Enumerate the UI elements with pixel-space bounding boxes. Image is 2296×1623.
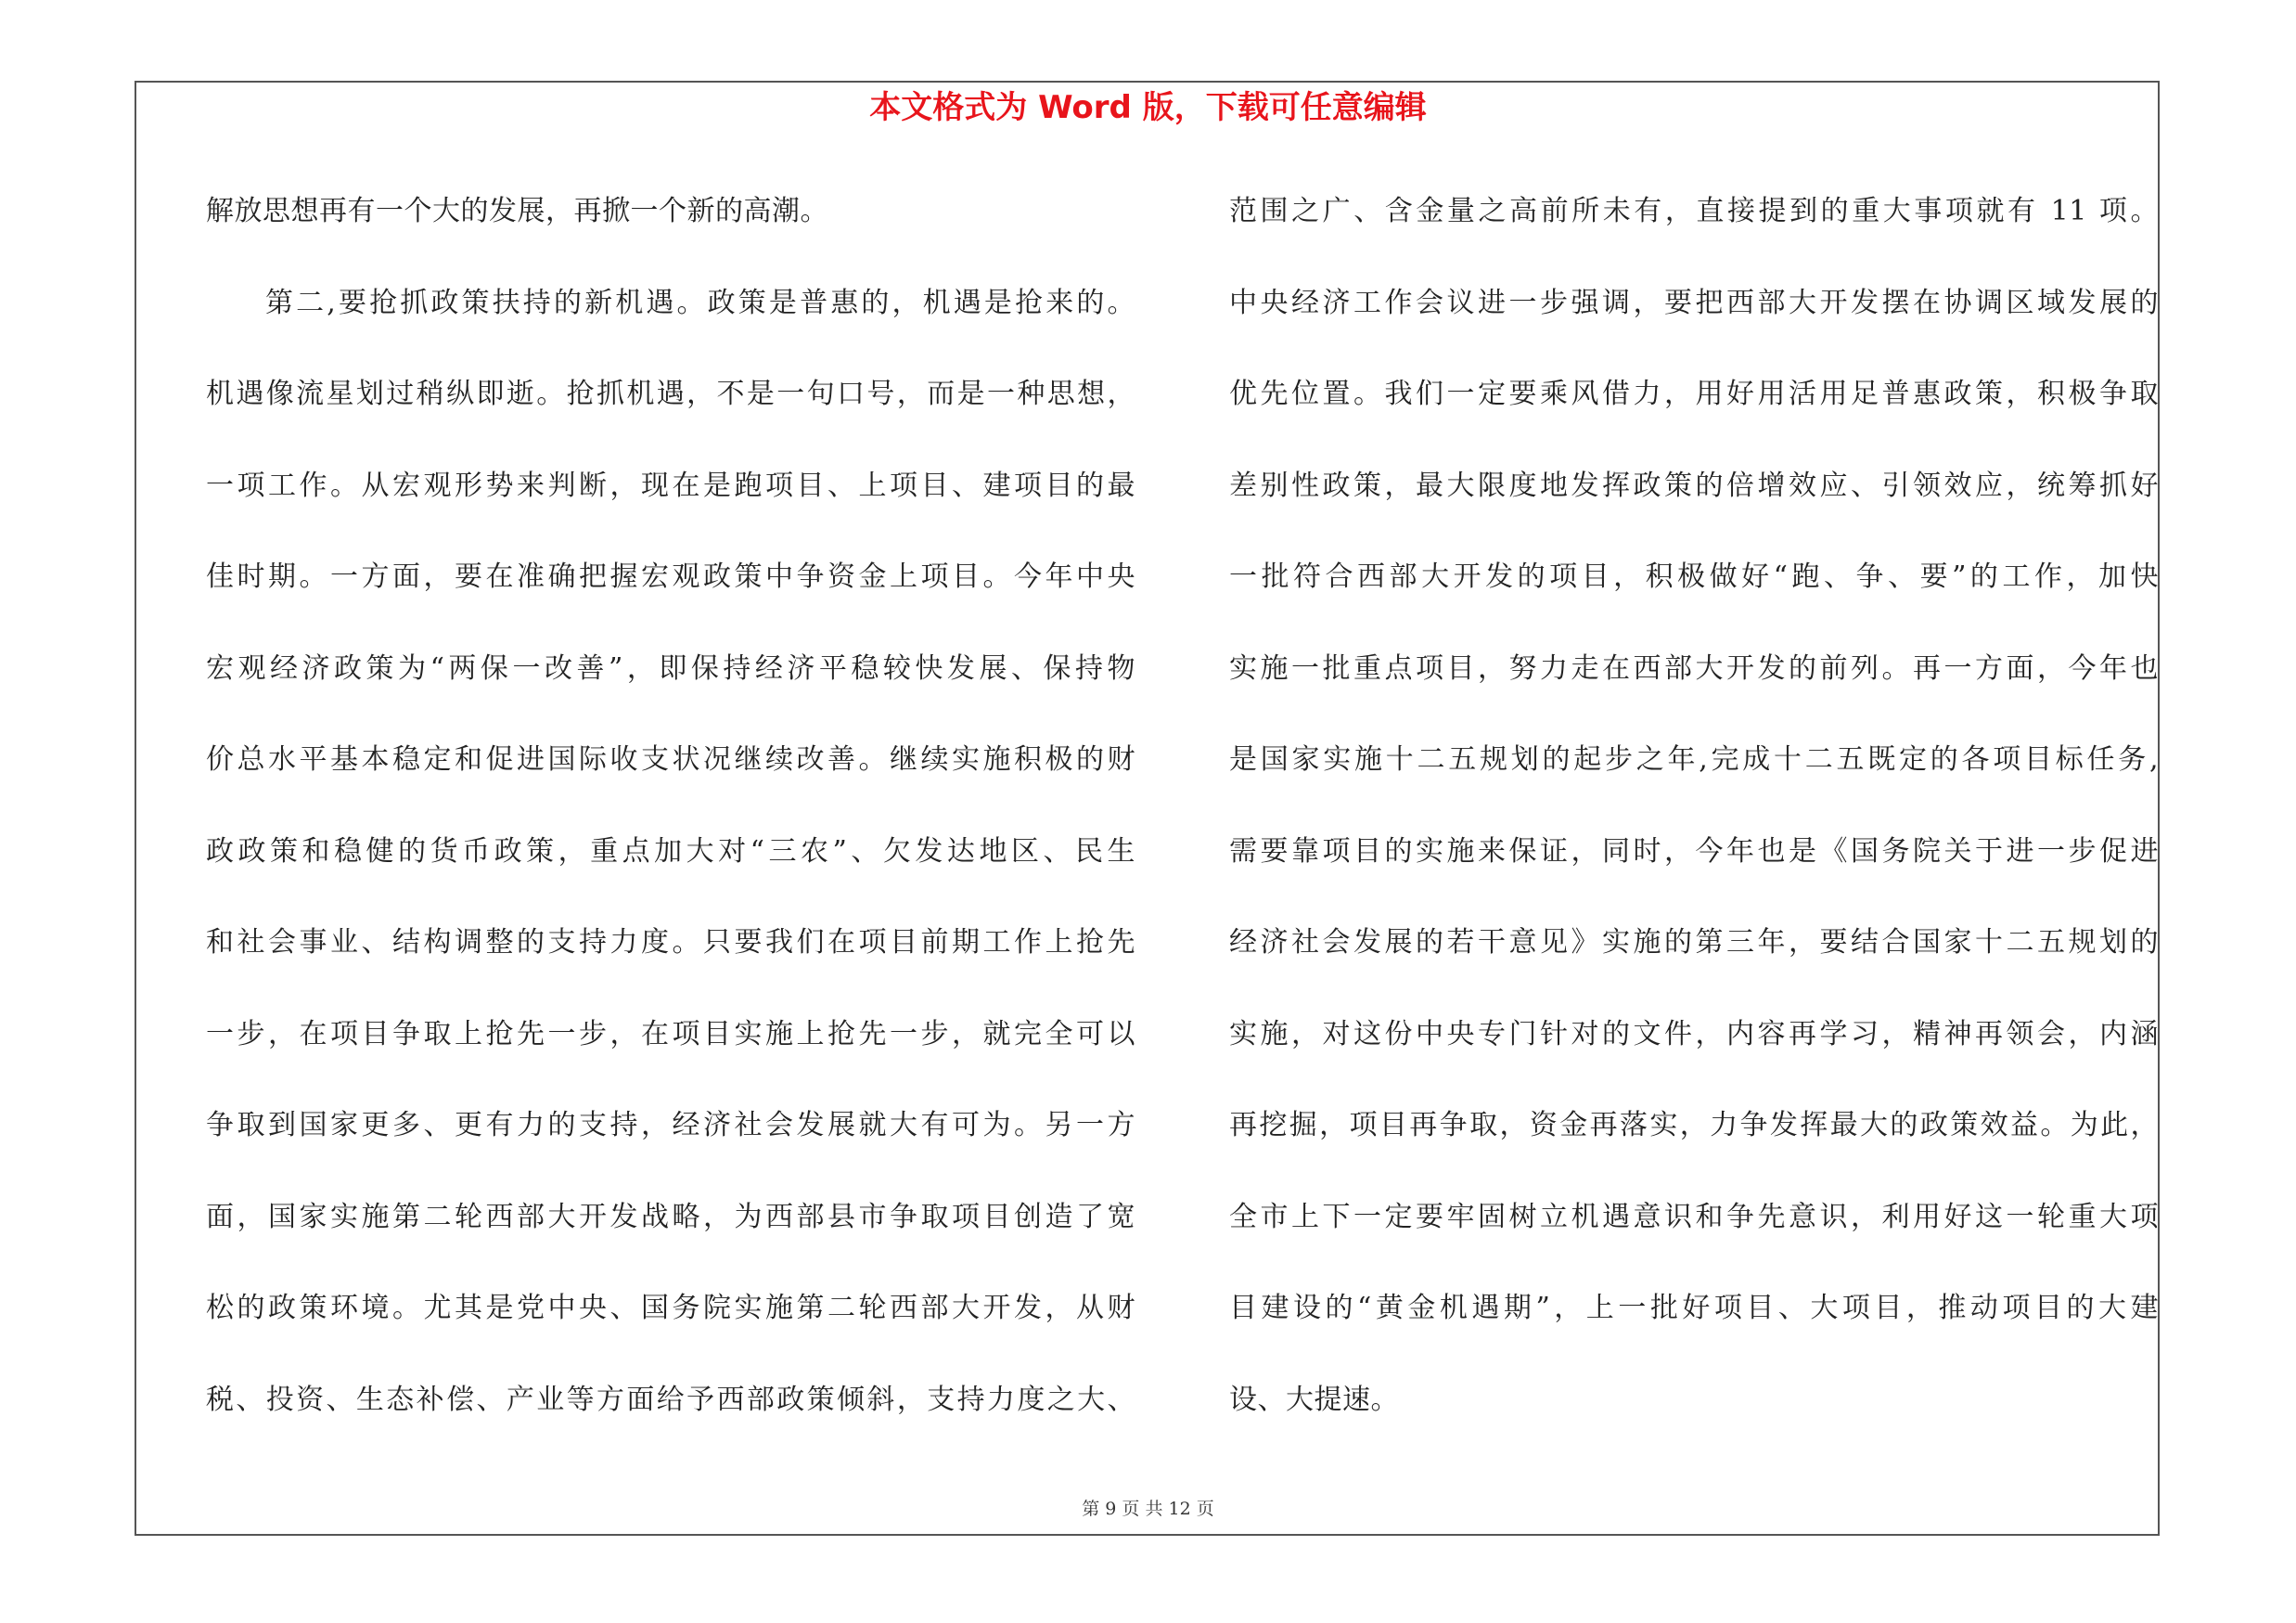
text-line: 和社会事业、结构调整的支持力度。只要我们在项目前期工作上抢先 [206,926,1135,959]
text-line: 实施，对这份中央专门针对的文件，内容再学习，精神再领会，内涵 [1229,1017,2159,1050]
text-line: 中央经济工作会议进一步强调，要把西部大开发摆在协调区域发展的 [1229,286,2159,319]
text-line: 目建设的“黄金机遇期”，上一批好项目、大项目，推动项目的大建 [1229,1292,2159,1324]
text-line: 税、投资、生态补偿、产业等方面给予西部政策倾斜，支持力度之大、 [206,1383,1135,1416]
right-column [1229,182,2159,1462]
text-line: 实施一批重点项目，努力走在西部大开发的前列。再一方面，今年也 [1229,651,2159,685]
text-line: 争取到国家更多、更有力的支持，经济社会发展就大有可为。另一方 [206,1109,1135,1141]
text-line: 设、大提速。 [1229,1383,1399,1416]
left-column [206,182,1135,1462]
text-line: 全市上下一定要牢固树立机遇意识和争先意识，利用好这一轮重大项 [1229,1200,2159,1233]
text-line: 差别性政策，最大限度地发挥政策的倍增效应、引领效应，统筹抓好 [1229,469,2159,502]
text-line: 需要靠项目的实施来保证，同时，今年也是《国务院关于进一步促进 [1229,834,2159,868]
text-line: 是国家实施十二五规划的起步之年,完成十二五既定的各项目标任务, [1229,743,2159,776]
text-line: 宏观经济政策为“两保一改善”，即保持经济平稳较快发展、保持物 [206,651,1135,685]
header-note: 本文格式为 Word 版，下载可任意编辑 [869,89,1427,126]
text-line: 一步，在项目争取上抢先一步，在项目实施上抢先一步，就完全可以 [206,1017,1135,1050]
text-line: 佳时期。一方面，要在准确把握宏观政策中争资金上项目。今年中央 [206,560,1135,593]
text-line: 经济社会发展的若干意见》实施的第三年，要结合国家十二五规划的 [1229,926,2159,959]
text-line: 松的政策环境。尤其是党中央、国务院实施第二轮西部大开发，从财 [206,1292,1135,1324]
text-line: 价总水平基本稳定和促进国际收支状况继续改善。继续实施积极的财 [206,743,1135,776]
text-line: 解放思想再有一个大的发展，再掀一个新的高潮。 [206,195,828,227]
text-line: 第二,要抢抓政策扶持的新机遇。政策是普惠的，机遇是抢来的。 [265,286,1135,319]
text-line: 一批符合西部大开发的项目，积极做好“跑、争、要”的工作，加快 [1229,560,2159,593]
text-line: 政政策和稳健的货币政策，重点加大对“三农”、欠发达地区、民生 [206,834,1135,868]
text-line: 优先位置。我们一定要乘风借力，用好用活用足普惠政策，积极争取 [1229,378,2159,410]
text-line: 一项工作。从宏观形势来判断，现在是跑项目、上项目、建项目的最 [206,469,1135,502]
text-line: 再挖掘，项目再争取，资金再落实，力争发挥最大的政策效益。为此， [1229,1109,2159,1141]
text-line: 面，国家实施第二轮西部大开发战略，为西部县市争取项目创造了宽 [206,1200,1135,1233]
page-footer: 第 9 页 共 12 页 [1082,1499,1214,1519]
text-line: 范围之广、含金量之高前所未有，直接提到的重大事项就有 11 项。 [1229,195,2159,227]
text-line: 机遇像流星划过稍纵即逝。抢抓机遇，不是一句口号，而是一种思想， [206,378,1135,410]
